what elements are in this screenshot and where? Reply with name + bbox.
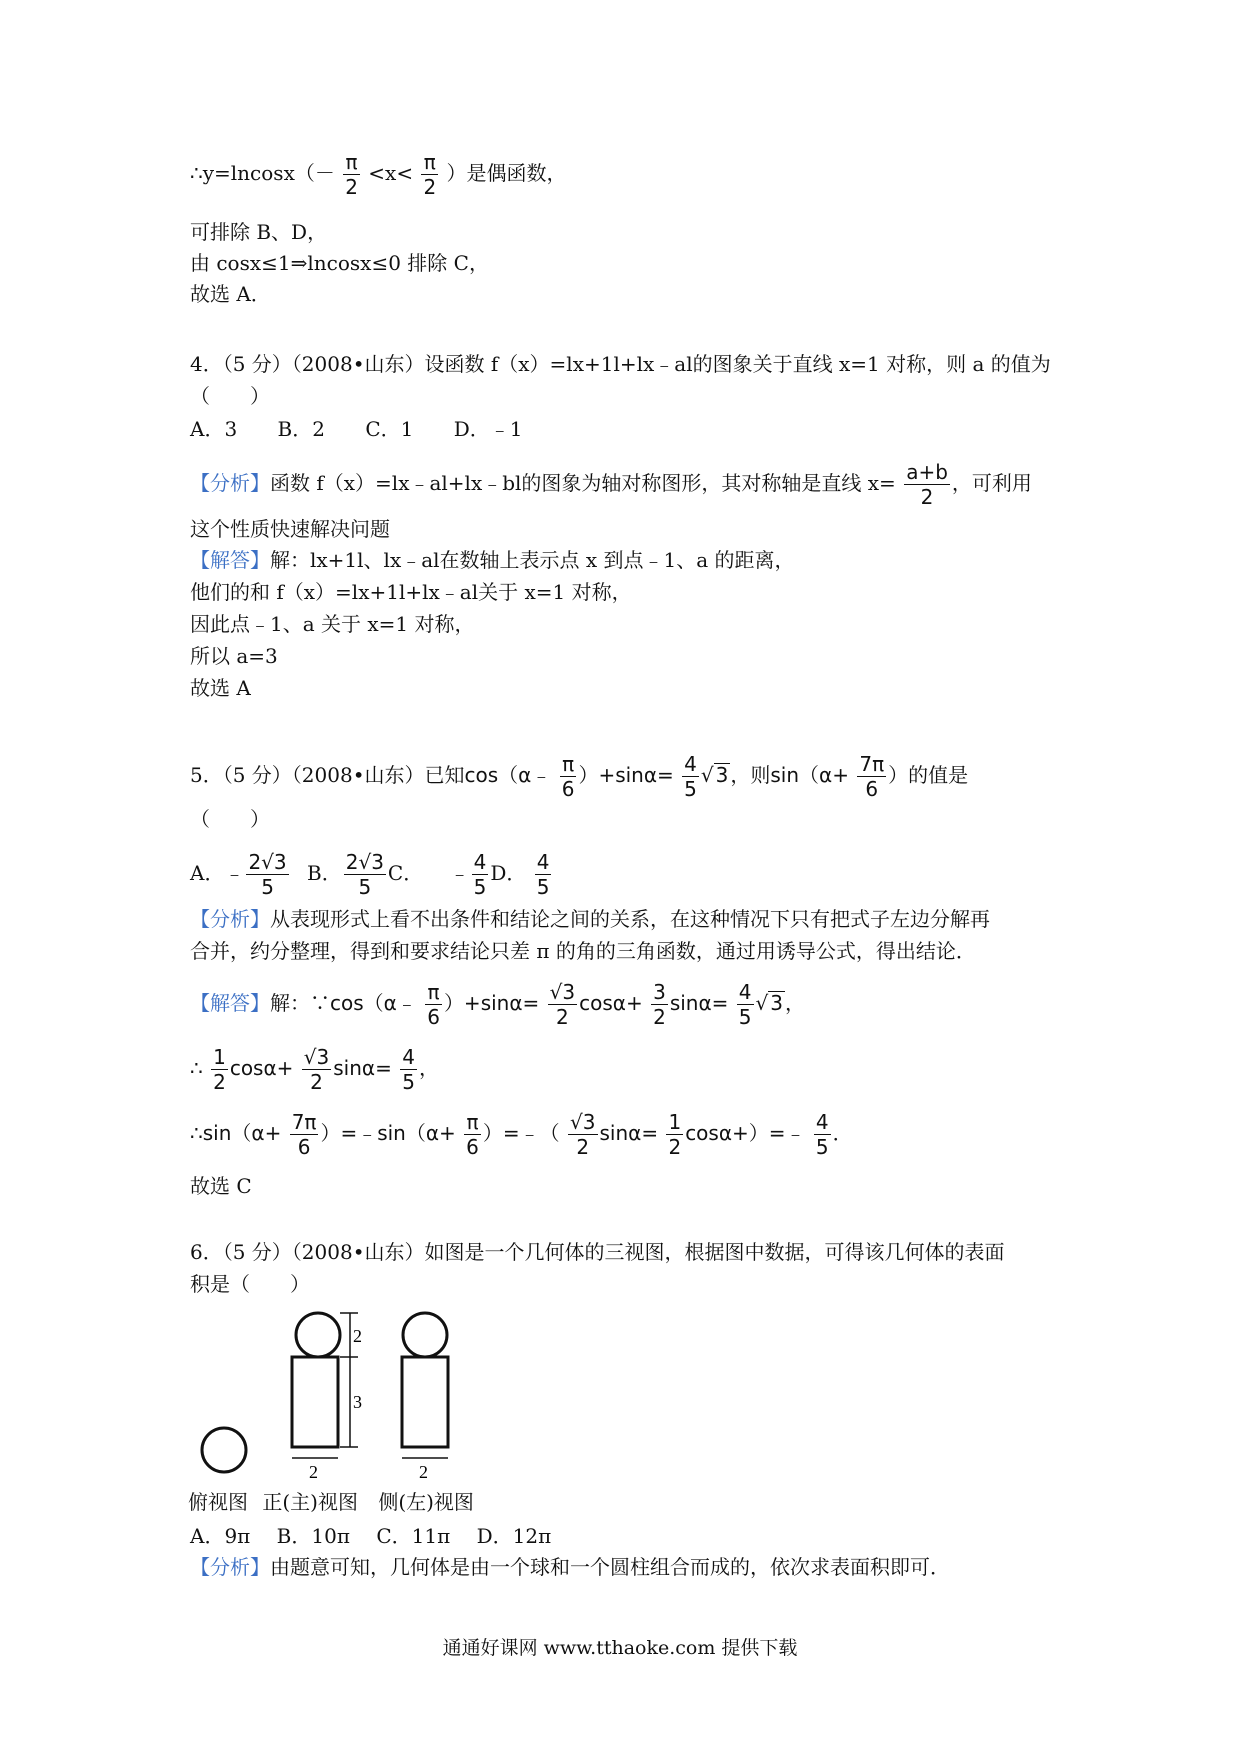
denominator: 2 <box>653 1005 666 1029</box>
sqrt-sign: √ <box>755 991 769 1015</box>
denominator: 5 <box>473 875 487 899</box>
fraction <box>211 1045 228 1094</box>
label-top-view: 俯视图 <box>188 1490 248 1514</box>
numerator: 7π <box>291 1110 317 1134</box>
q4-answer-2: 他们的和 f（x）=lx+1l+lx﹣al关于 x=1 对称， <box>190 580 632 604</box>
q6-option-d: D．12π <box>476 1524 552 1548</box>
fraction <box>246 850 288 899</box>
numerator: 2√3 <box>345 850 384 874</box>
q5-option-b: B． <box>307 861 342 885</box>
denominator: 2 <box>556 1005 569 1029</box>
fraction <box>302 1045 331 1094</box>
fraction <box>651 980 668 1029</box>
text: <x< <box>368 161 414 185</box>
q5-option-a: A． <box>190 861 225 885</box>
front-view-sphere <box>296 1313 340 1357</box>
q4-option-d: D．﹣1 <box>453 417 523 441</box>
q4-analysis-2: 这个性质快速解决问题 <box>190 517 390 541</box>
numerator: π <box>560 752 577 777</box>
text: ∴ <box>190 1056 203 1080</box>
fraction <box>904 460 950 509</box>
q5-stem-1 <box>190 752 968 801</box>
denominator: 5 <box>358 875 372 899</box>
q6-option-a: A．9π <box>190 1524 251 1548</box>
text: ）=﹣（ <box>482 1121 560 1145</box>
answer-tag: 【解答】 <box>190 548 270 572</box>
text: ． <box>832 1121 853 1145</box>
text: cosα+ <box>229 1056 294 1080</box>
denominator: 2 <box>213 1070 226 1094</box>
denominator: 2 <box>423 175 437 199</box>
numerator: π <box>343 150 360 175</box>
dim-top-label: 2 <box>353 1326 362 1346</box>
denominator: 6 <box>561 777 575 801</box>
q6-options <box>190 1522 585 1550</box>
side-view-cylinder <box>402 1357 448 1447</box>
numerator: 1 <box>213 1045 226 1069</box>
analysis-tag: 【分析】 <box>190 471 270 495</box>
radicand: 3 <box>715 763 729 787</box>
text: 由题意可知，几何体是由一个球和一个圆柱组合而成的，依次求表面积即可． <box>270 1555 950 1579</box>
prev-line-1 <box>190 150 567 199</box>
prev-line-4: 故选 A． <box>190 282 271 306</box>
denominator: 2 <box>920 485 934 509</box>
text: 从表现形式上看不出条件和结论之间的关系，在这种情况下只有把式子左边分解再 <box>270 907 990 931</box>
fraction <box>421 150 438 199</box>
fraction <box>814 1110 831 1159</box>
q4-option-c: C．1 <box>365 417 414 441</box>
fraction <box>682 752 699 801</box>
text: 函数 f（x）=lx﹣al+lx﹣bl的图象为轴对称图形，其对称轴是直线 x= <box>270 471 896 495</box>
q6-analysis <box>190 1553 950 1581</box>
q5-answer-end: 故选 C <box>190 1174 252 1198</box>
prev-line-3: 由 cosx≤1⇒lncosx≤0 排除 C， <box>190 251 489 275</box>
side-view-sphere <box>403 1313 447 1357</box>
text: cos（α﹣ <box>330 991 417 1015</box>
text: ）=﹣ <box>748 1121 806 1145</box>
q6-figure-labels <box>188 1488 474 1516</box>
numerator: 2√3 <box>248 850 287 874</box>
numerator: √3 <box>303 1045 330 1069</box>
q4-answer-4: 所以 a=3 <box>190 644 278 668</box>
numerator: 4 <box>473 850 487 874</box>
denominator: 5 <box>536 875 550 899</box>
q4-answer-1 <box>190 546 795 574</box>
q4-analysis <box>190 460 1032 509</box>
text: ）是偶函数， <box>446 161 567 185</box>
text: ， <box>784 991 805 1015</box>
q6-stem-2: 积是（ ） <box>190 1272 310 1296</box>
prev-line-2: 可排除 B、D， <box>190 220 328 244</box>
numerator: 1 <box>668 1110 682 1134</box>
q5-analysis-1 <box>190 905 990 933</box>
q5-option-c: C． <box>387 861 424 885</box>
q4-answer-3: 因此点﹣1、a 关于 x=1 对称， <box>190 612 475 636</box>
text: ∴y=lncosx（－ <box>190 161 335 185</box>
numerator: 4 <box>684 752 697 776</box>
numerator: π <box>464 1110 481 1135</box>
fraction <box>343 150 360 199</box>
q5-analysis-2: 合并，约分整理，得到和要求结论只差 π 的角的三角函数，通过用诱导公式，得出结论． <box>190 939 976 963</box>
text: ﹣ <box>224 861 245 885</box>
denominator: 5 <box>684 777 697 801</box>
denominator: 5 <box>261 875 274 899</box>
fraction <box>548 980 577 1029</box>
q5-option-d: D． <box>490 861 527 885</box>
fraction <box>425 980 442 1029</box>
top-view-circle <box>202 1428 246 1472</box>
denominator: 2 <box>668 1135 682 1159</box>
page-footer: 通通好课网 www.tthaoke.com 提供下载 <box>442 1637 798 1659</box>
analysis-tag: 【分析】 <box>190 1555 270 1579</box>
denominator: 6 <box>427 1005 440 1029</box>
text: cos（α﹣ <box>464 763 552 787</box>
q4-stem-1: 4．（5 分）（2008•山东）设函数 f（x）=lx+1l+lx﹣al的图象关于直线 x=1 对称，则 a 的值为 <box>190 352 1051 376</box>
front-view-cylinder <box>292 1357 338 1447</box>
fraction <box>400 1045 417 1094</box>
q5-answer-1 <box>190 980 805 1029</box>
text: 解：∵ <box>270 991 330 1015</box>
denominator: 2 <box>576 1135 590 1159</box>
numerator: √3 <box>549 980 576 1004</box>
text: sin（α+ <box>202 1121 282 1145</box>
fraction <box>535 850 552 899</box>
fraction <box>568 1110 597 1159</box>
fraction <box>464 1110 481 1159</box>
label-front-view: 正(主)视图 <box>262 1490 358 1514</box>
denominator: 6 <box>865 777 879 801</box>
analysis-tag: 【分析】 <box>190 907 270 931</box>
denominator: 2 <box>345 175 358 199</box>
text: ）的值是 <box>888 763 969 787</box>
answer-tag: 【解答】 <box>190 991 270 1015</box>
q6-stem-1: 6．（5 分）（2008•山东）如图是一个几何体的三视图，根据图中数据，可得该几何体的表面 <box>190 1240 1005 1264</box>
dim-mid-label: 3 <box>353 1392 362 1412</box>
numerator: a+b <box>906 460 948 484</box>
q4-stem-2: （ ） <box>190 384 270 408</box>
three-view-figure <box>180 1300 520 1500</box>
numerator: 4 <box>738 980 752 1004</box>
text: sin（α+ <box>770 763 849 787</box>
fraction <box>472 850 489 899</box>
q5-answer-3 <box>190 1110 853 1159</box>
denominator: 6 <box>466 1135 479 1159</box>
fraction <box>560 752 577 801</box>
text: ， <box>418 1056 439 1080</box>
q4-answer-5: 故选 A <box>190 676 251 700</box>
fraction <box>344 850 386 899</box>
denominator: 2 <box>310 1070 323 1094</box>
q6-option-c: C．11π <box>376 1524 451 1548</box>
numerator: π <box>421 150 438 175</box>
text: ）+sinα= <box>443 991 540 1015</box>
q4-options <box>190 415 556 443</box>
denominator: 5 <box>815 1135 829 1159</box>
fraction <box>666 1110 683 1159</box>
numerator: 4 <box>402 1045 415 1069</box>
denominator: 6 <box>297 1135 311 1159</box>
sqrt-sign: √ <box>700 763 714 787</box>
denominator: 5 <box>402 1070 415 1094</box>
label-side-view: 侧(左)视图 <box>378 1490 474 1514</box>
text: cosα+ <box>685 1121 749 1145</box>
fraction <box>857 752 886 801</box>
text: ﹣ <box>449 861 470 885</box>
text: 5．（5 分）（2008•山东）已知 <box>190 763 465 787</box>
numerator: 7π <box>859 752 885 776</box>
q4-option-b: B．2 <box>277 417 325 441</box>
text: sinα= <box>669 991 729 1015</box>
text: sinα= <box>333 1056 392 1080</box>
text: ，可利用 <box>951 471 1032 495</box>
numerator: √3 <box>570 1110 596 1134</box>
q5-stem-2: （ ） <box>190 807 270 831</box>
fraction <box>290 1110 319 1159</box>
text: cosα+ <box>579 991 643 1015</box>
text: 解：lx+1l、lx﹣al在数轴上表示点 x 到点﹣1、a 的距离， <box>270 548 795 572</box>
q5-options <box>190 850 553 899</box>
text: ）+sinα= <box>578 763 674 787</box>
q4-option-a: A．3 <box>190 417 238 441</box>
q6-option-b: B．10π <box>276 1524 350 1548</box>
dim-w1-label: 2 <box>309 1462 318 1482</box>
numerator: 4 <box>815 1110 829 1134</box>
text: ∴ <box>190 1121 203 1145</box>
radicand: 3 <box>770 991 783 1015</box>
dim-w2-label: 2 <box>419 1462 428 1482</box>
text: ）=﹣sin（α+ <box>320 1121 456 1145</box>
text: sinα= <box>599 1121 659 1145</box>
numerator: π <box>425 980 442 1005</box>
q5-answer-2 <box>190 1045 439 1094</box>
fraction <box>737 980 754 1029</box>
text: ，则 <box>730 763 771 787</box>
denominator: 5 <box>738 1005 752 1029</box>
numerator: 4 <box>536 850 550 874</box>
numerator: 3 <box>653 980 666 1004</box>
